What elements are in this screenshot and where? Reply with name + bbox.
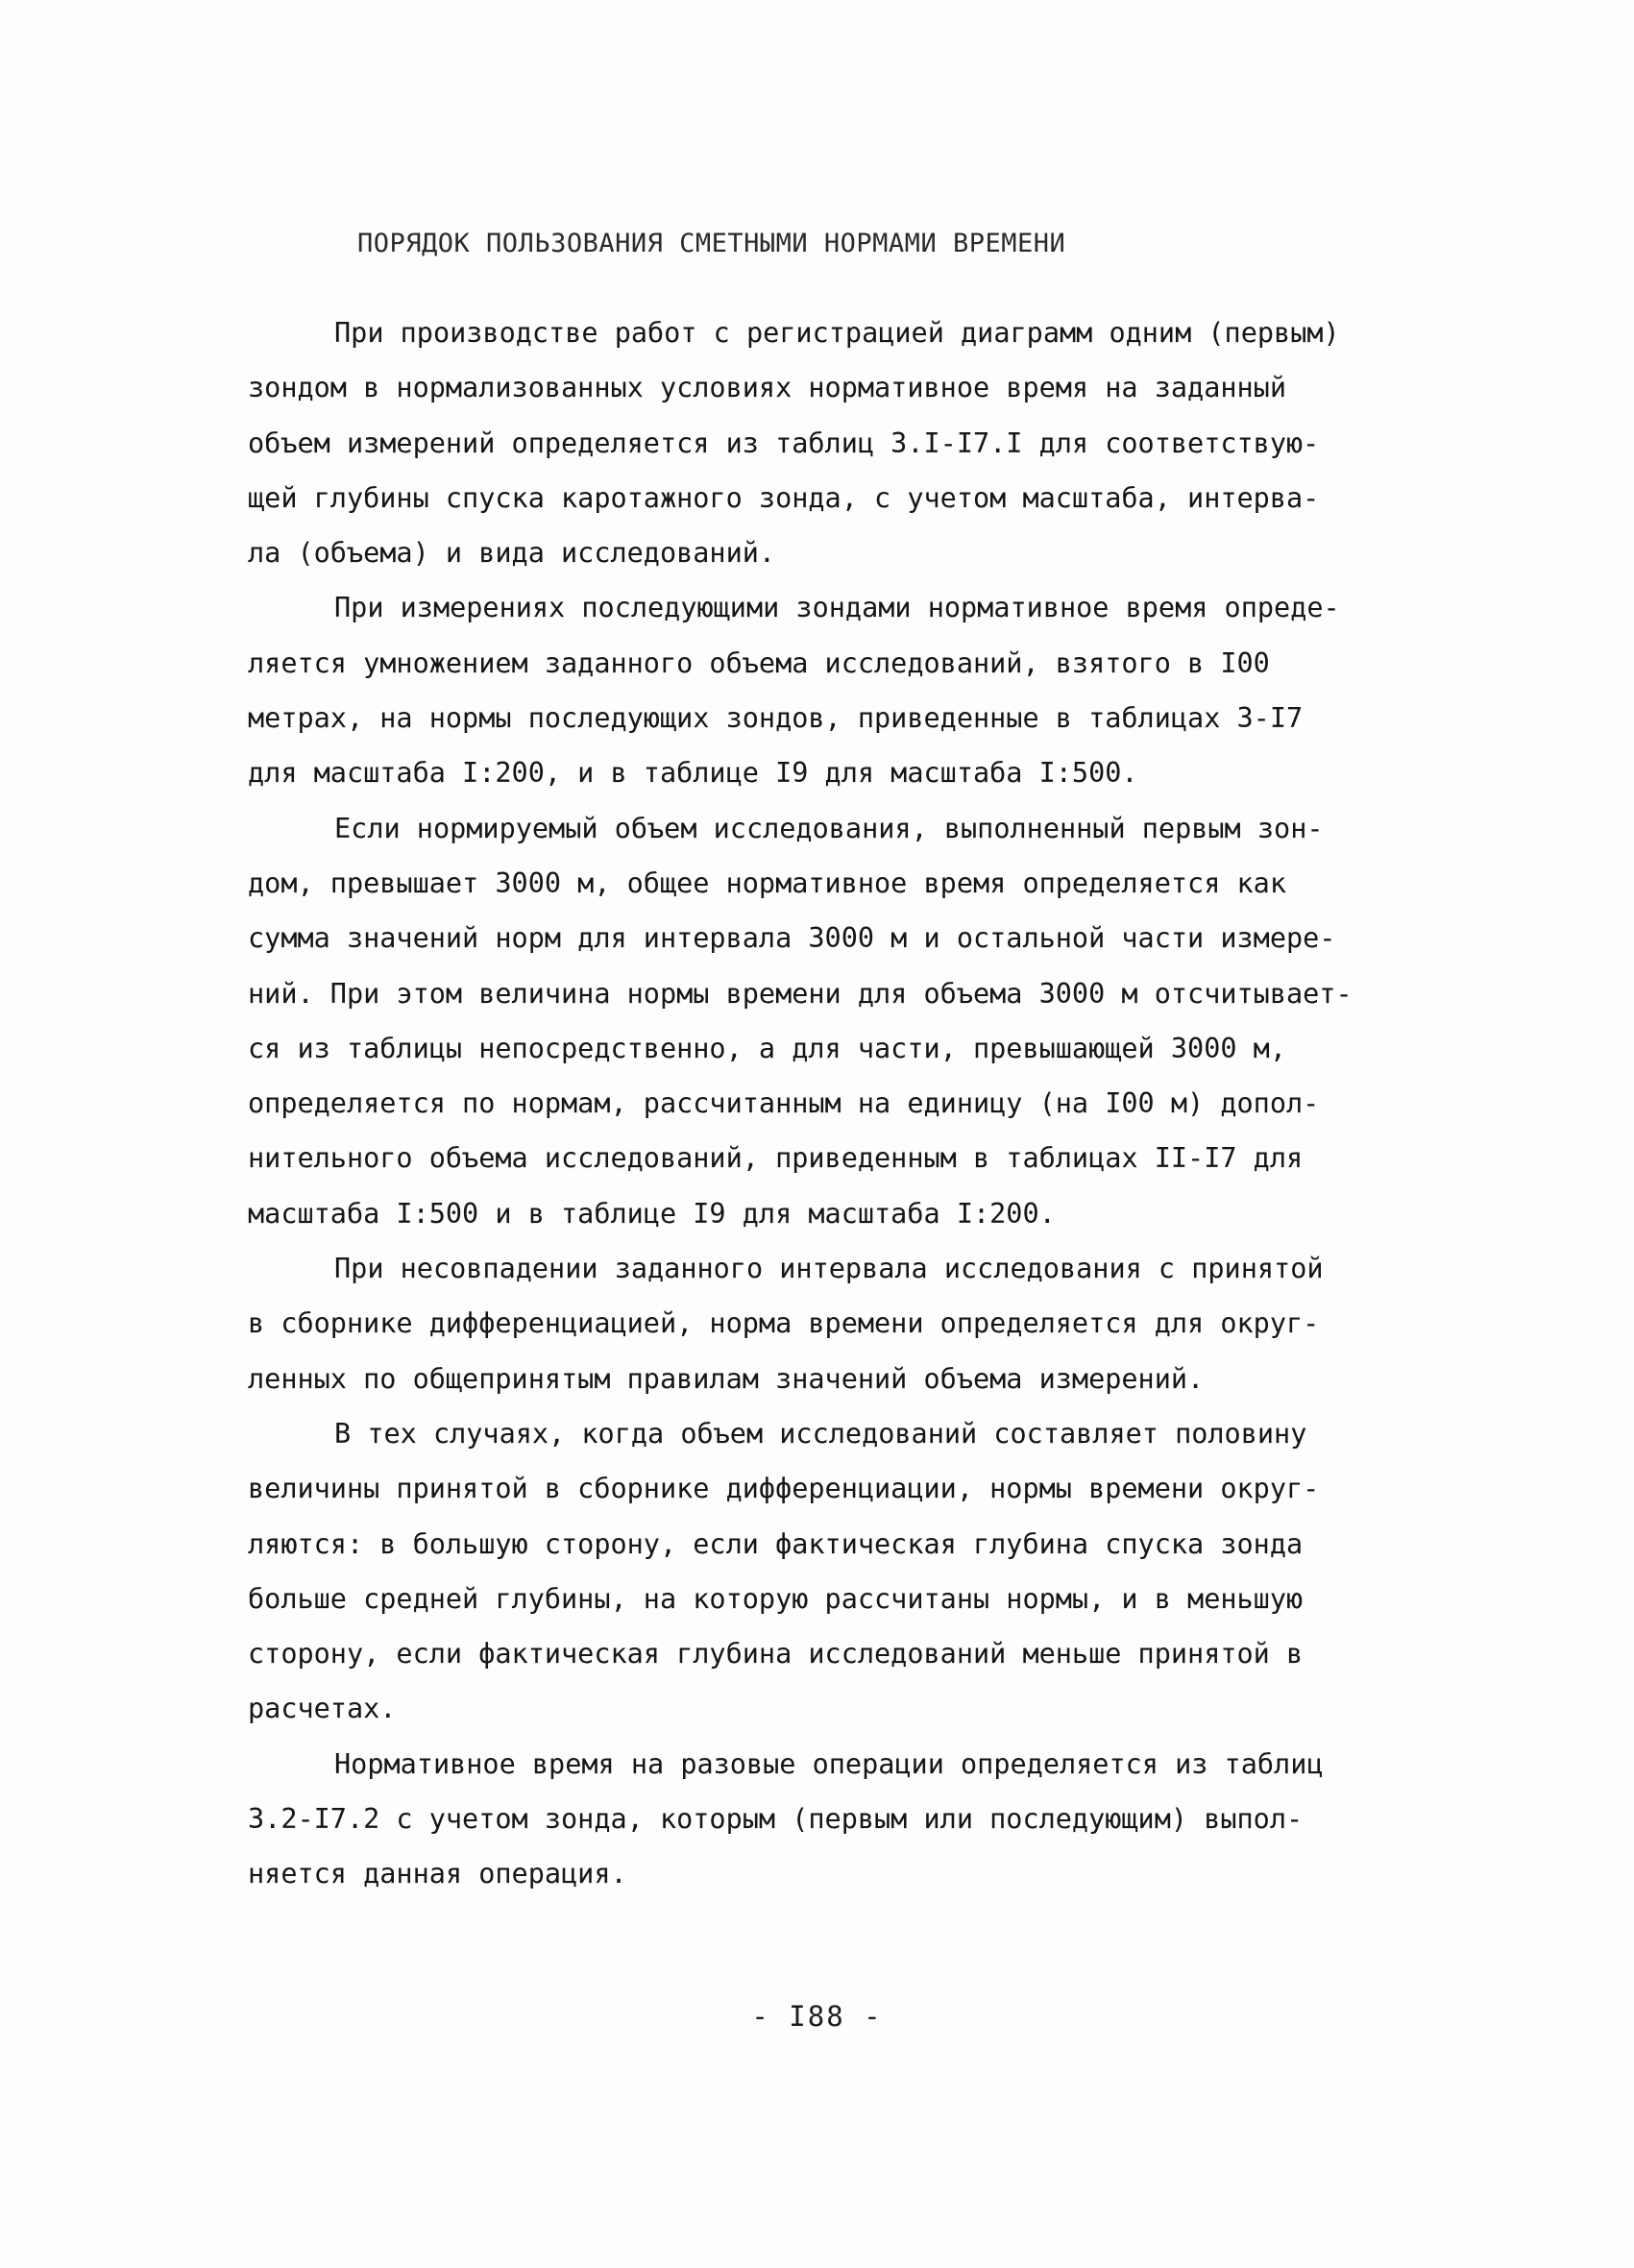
document-body — [248, 305, 1401, 1902]
text-line: В тех случаях, когда объем исследований составляет половину — [334, 1417, 1307, 1450]
text-line: При несовпадении заданного интервала исследования с принятой — [334, 1253, 1324, 1285]
text-line: ся из таблицы непосредственно, а для части, превышающей 3000 м, — [248, 1032, 1286, 1064]
paragraph-1 — [248, 305, 1401, 580]
paragraph-2 — [248, 580, 1401, 800]
text-line: метрах, на нормы последующих зондов, приведенные в таблицах 3-I7 — [248, 702, 1304, 735]
text-line: больше средней глубины, на которую рассчитаны нормы, и в меньшую — [248, 1582, 1304, 1615]
text-line: ляется умножением заданного объема исследований, взятого в I00 — [248, 646, 1270, 679]
text-line: При измерениях последующими зондами нормативное время опреде- — [334, 592, 1340, 624]
text-line: определяется по нормам, рассчитанным на единицу (на I00 м) допол- — [248, 1087, 1320, 1120]
page-number: - I88 - — [751, 2000, 883, 2033]
page-title: ПОРЯДОК ПОЛЬЗОВАНИЯ СМЕТНЫМИ НОРМАМИ ВРЕМЕНИ — [357, 229, 1066, 258]
text-line: ленных по общепринятым правилам значений объема измерений. — [248, 1362, 1205, 1395]
text-line: дом, превышает 3000 м, общее нормативное время определяется как — [248, 866, 1286, 899]
text-line: ний. При этом величина нормы времени для объема 3000 м отсчитывает- — [248, 977, 1353, 1010]
paragraph-4 — [248, 1241, 1401, 1406]
text-line: 3.2-I7.2 с учетом зонда, которым (первым или последующим) выпол- — [248, 1803, 1304, 1836]
text-line: сумма значений норм для интервала 3000 м и остальной части измере- — [248, 922, 1336, 955]
text-line: няется данная операция. — [248, 1858, 627, 1890]
paragraph-5 — [248, 1406, 1401, 1737]
text-line: величины принятой в сборнике дифференциации, нормы времени округ- — [248, 1473, 1320, 1505]
paragraph-6 — [248, 1737, 1401, 1902]
text-line: При производстве работ с регистрацией диаграмм одним (первым) — [334, 317, 1340, 349]
text-line: сторону, если фактическая глубина исследований меньше принятой в — [248, 1638, 1304, 1671]
text-line: для масштаба I:200, и в таблице I9 для масштаба I:500. — [248, 757, 1138, 790]
text-line: щей глубины спуска каротажного зонда, с учетом масштаба, интерва- — [248, 481, 1320, 514]
text-line: зондом в нормализованных условиях нормативное время на заданный — [248, 372, 1286, 404]
text-line: нительного объема исследований, приведенным в таблицах II-I7 для — [248, 1142, 1304, 1175]
text-line: ла (объема) и вида исследований. — [248, 537, 776, 570]
text-line: в сборнике дифференциацией, норма времени определяется для округ- — [248, 1307, 1320, 1340]
text-line: расчетах. — [248, 1693, 397, 1725]
text-line: объем измерений определяется из таблиц 3.I-I7.I для соответствую- — [248, 427, 1320, 459]
text-line: Если нормируемый объем исследования, выполненный первым зон- — [334, 812, 1324, 844]
text-line: масштаба I:500 и в таблице I9 для масштаба I:200. — [248, 1197, 1056, 1230]
text-line: Нормативное время на разовые операции определяется из таблиц — [334, 1747, 1324, 1780]
text-line: ляются: в большую сторону, если фактическая глубина спуска зонда — [248, 1527, 1304, 1560]
paragraph-3 — [248, 801, 1401, 1241]
